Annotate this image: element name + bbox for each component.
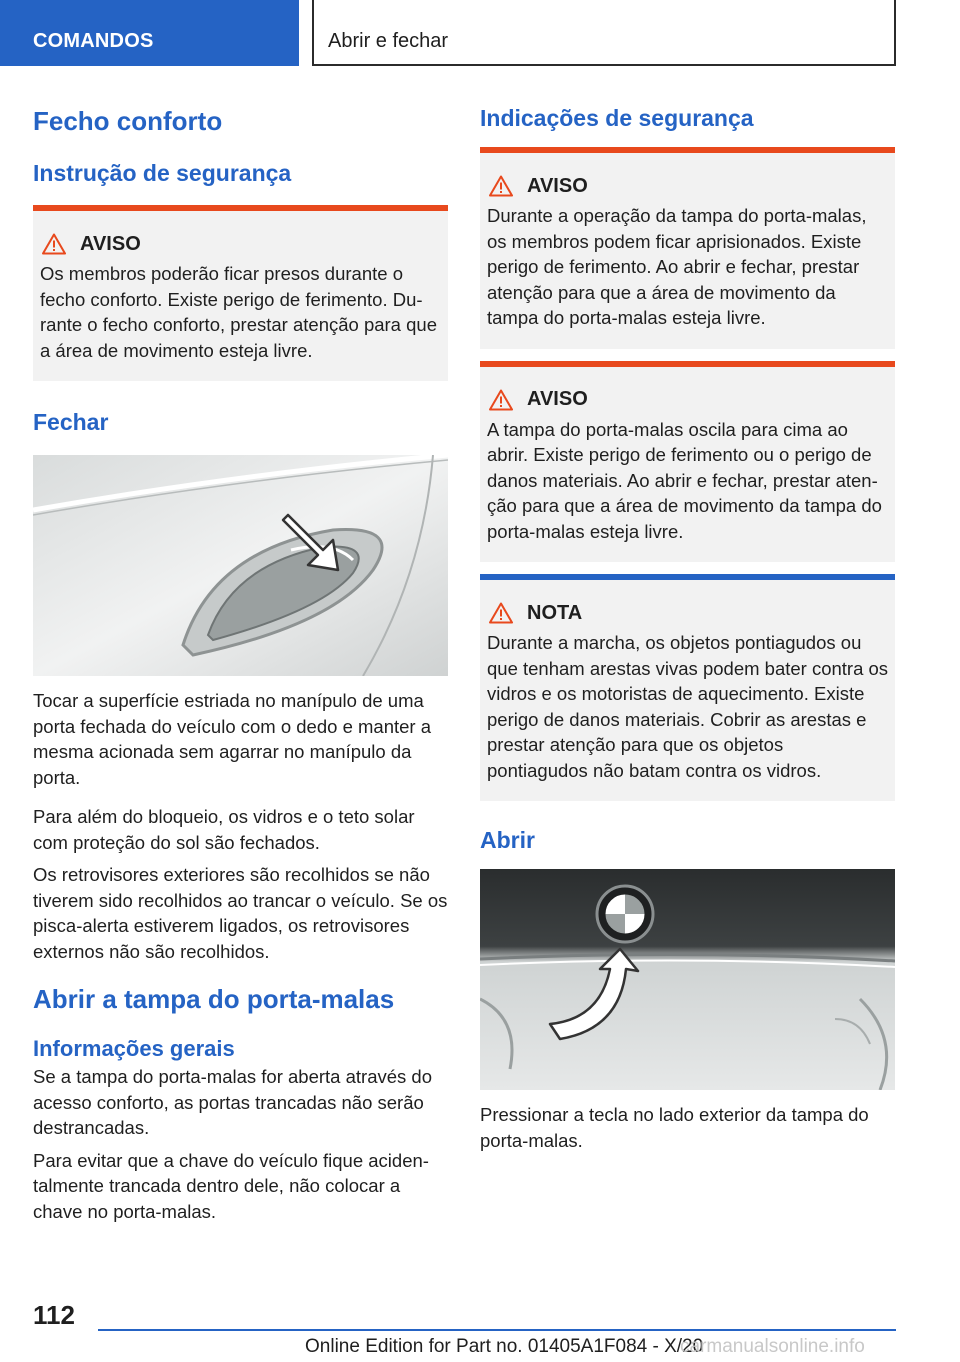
warning-text: A tampa do porta-malas oscila para cima ao abrir. Existe perigo de ferimento ou o perigo de danos materiais. Ao abrir e fechar, prestar atenção para que a área de movimento da tampa do porta-malas esteja livre. <box>487 418 882 542</box>
paragraph-info-2: Para evitar que a chave do veículo fique acidentalmente trancada dentro dele, não colocar a chave no porta-malas. <box>33 1149 429 1222</box>
footer-divider <box>98 1329 896 1331</box>
tailgate-button-illustration <box>480 869 895 1090</box>
paragraph-info-1: Se a tampa do porta-malas for aberta através do acesso conforto, as portas trancadas não serão destrancadas. <box>33 1066 432 1138</box>
footer-watermark: carmanualsonline.info <box>680 1336 865 1357</box>
header-section-tab: COMANDOS <box>0 0 299 66</box>
heading-fechar: Fechar <box>33 409 109 435</box>
warning-title-text: AVISO <box>527 174 588 197</box>
warning-text: Durante a operação da tampa do porta-malas, os membros podem ficar aprisionados. Existe perigo de ferimento. Ao abrir e fechar, prestar atenção para que a área de movimento da tampa do porta-malas esteja livre. <box>487 205 867 328</box>
warning-triangle-icon <box>489 602 513 624</box>
paragraph-pressionar: Pressionar a tecla no lado exterior da tampa do porta-malas. <box>480 1104 869 1151</box>
heading-abrir-tampa: Abrir a tampa do porta-malas <box>33 984 395 1014</box>
warning-text: Os membros poderão ficar presos durante o fecho conforto. Existe perigo de ferimento. Durante o fecho conforto, prestar atenção para que a área de movimento esteja livre. <box>40 263 437 361</box>
left-column <box>33 100 448 1224</box>
warning-box-oscila <box>480 361 895 563</box>
warning-title-text: AVISO <box>80 232 141 255</box>
header-chapter-title: Abrir e fechar <box>312 0 896 66</box>
footer-edition: Online Edition for Part no. 01405A1F084 - X/20 <box>305 1336 704 1357</box>
heading-abrir: Abrir <box>480 827 535 853</box>
warning-box-fecho <box>33 205 448 381</box>
heading-informacoes-gerais: Informações gerais <box>33 1036 235 1061</box>
warning-box-title <box>40 231 442 257</box>
door-handle-illustration <box>33 455 448 676</box>
heading-indicacoes-seguranca: Indicações de segurança <box>480 105 754 131</box>
page-number: 112 <box>33 1300 75 1330</box>
tailgate-button-image <box>480 869 895 1090</box>
paragraph-tocar: Tocar a superfície estriada no manípulo de uma porta fechada do veículo com o dedo e manter a mesma acionada sem agarrar no manípulo da porta. <box>33 690 432 788</box>
note-box-title <box>487 600 889 626</box>
paragraph-retrovisores: Os retrovisores exteriores são recolhidos se não tiverem sido recolhidos ao trancar o veículo. Se os pisca-alerta estiverem ligados, os retrovisores externos não são recolhidos. <box>33 864 448 962</box>
note-title-text: NOTA <box>527 601 583 624</box>
right-column <box>480 100 895 1153</box>
warning-triangle-icon <box>489 389 513 411</box>
note-box-marcha <box>480 574 895 801</box>
warning-triangle-icon <box>42 233 66 255</box>
warning-box-title <box>487 387 889 413</box>
heading-fecho-conforto: Fecho conforto <box>33 106 223 136</box>
warning-title-text: AVISO <box>527 388 588 410</box>
warning-box-operacao <box>480 147 895 349</box>
note-text: Durante a marcha, os objetos pontiagudos ou que tenham arestas vivas podem bater contra os vidros e os motoristas de aquecimento. Existe perigo de danos materiais. Cobrir as arestas e prestar atenção para que os objetos pontiagudos não batam contra os vidros. <box>487 632 889 781</box>
warning-triangle-icon <box>489 175 513 197</box>
heading-instrucao-seguranca: Instrução de segurança <box>33 160 292 186</box>
warning-box-title <box>487 173 889 199</box>
door-handle-image <box>33 455 448 676</box>
paragraph-alem-bloqueio: Para além do bloqueio, os vidros e o teto solar com proteção do sol são fechados. <box>33 806 415 853</box>
